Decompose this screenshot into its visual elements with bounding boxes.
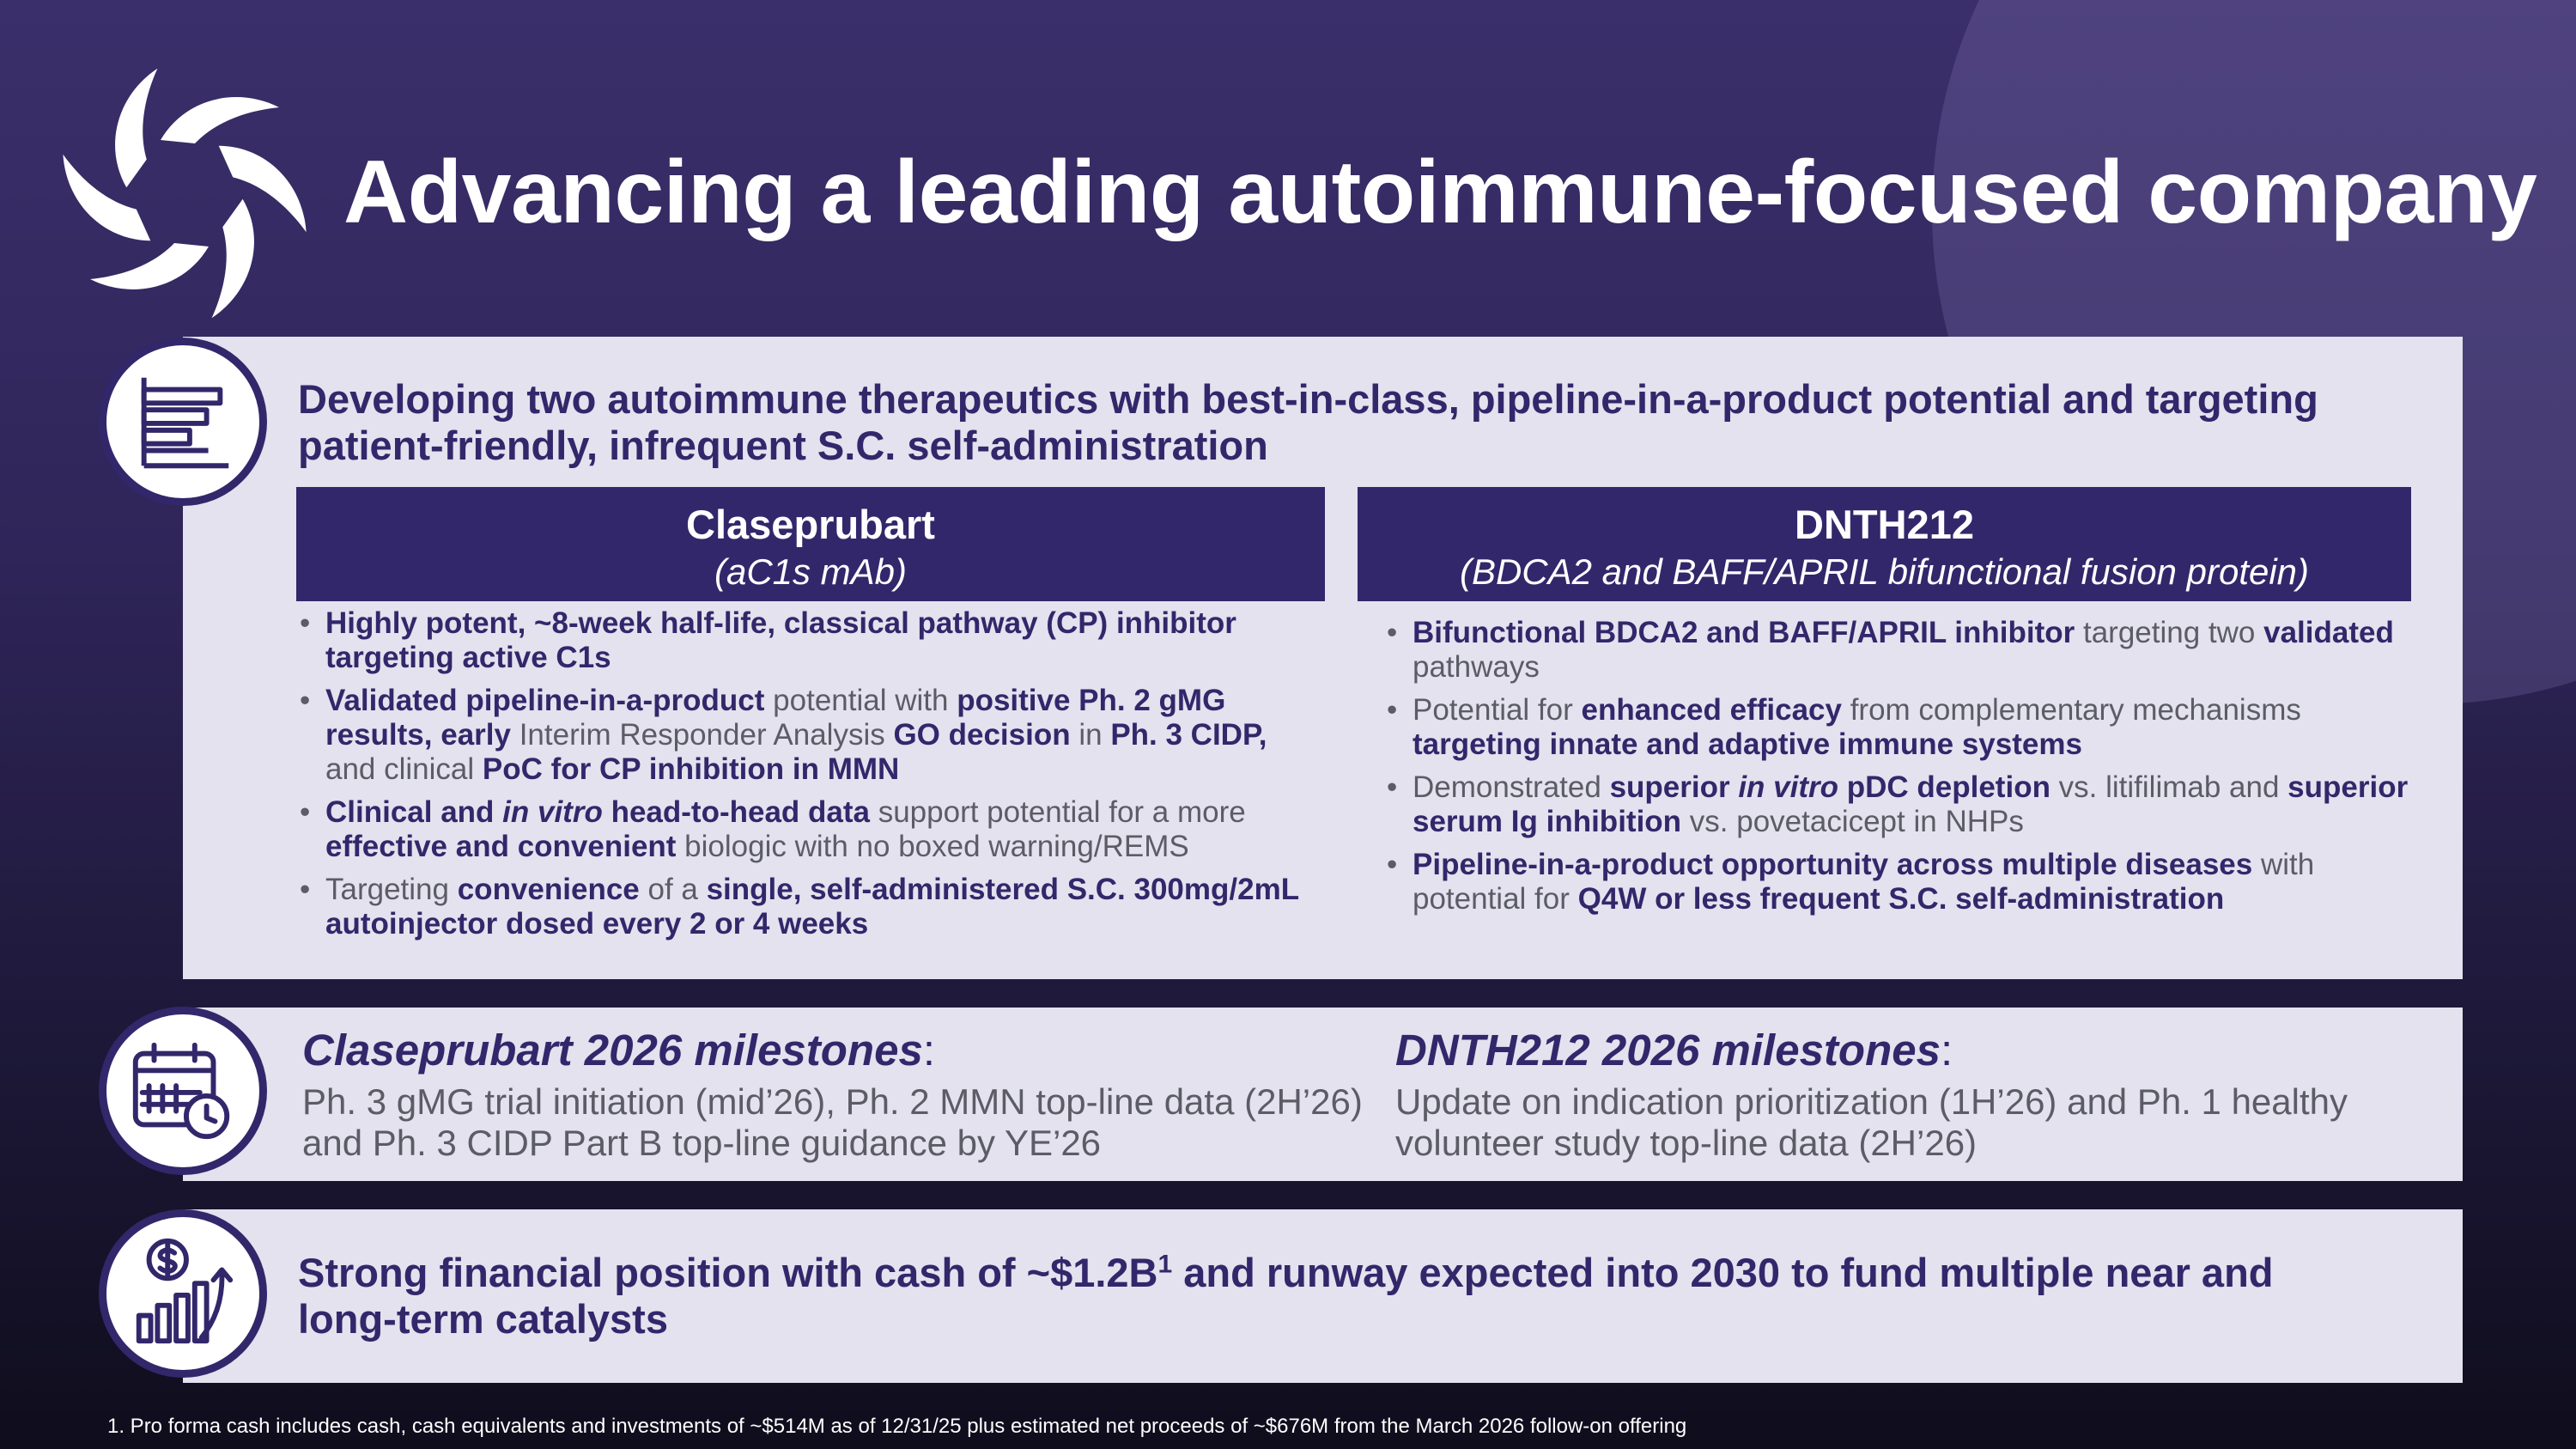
dnth212-header [1358,487,2411,601]
financial-heading-text: Strong financial position with cash of ~$1.2B [298,1250,1158,1295]
therapeutics-heading: Developing two autoimmune therapeutics with best-in-class, pipeline-in-a-product potential and targeting patient-friendly, infrequent S.C. self-administration [298,376,2318,468]
financial-heading-text-continued: and runway expected into 2030 to fund multiple near and long-term catalysts [298,1250,2274,1342]
bullet-emphasis-text: superior serum Ig inhibition [1413,770,2409,838]
bullet-text: targeting two [2075,616,2264,649]
bar-chart-list-badge [99,338,267,506]
bullet-emphasis-text: in vitro [502,795,603,829]
calendar-clock-icon [124,1032,242,1150]
bullet-item [298,606,1320,675]
bullet-text: biologic with no boxed warning/REMS [676,830,1189,863]
footnote: 1. Pro forma cash includes cash, cash equivalents and investments of ~$514M as of 12/31/25 plus estimated net proceeds of ~$676M from the March 2026 follow-on offering [107,1415,1687,1438]
bullet-emphasis-text: superior [1609,770,1739,804]
bullet-emphasis-text: single, self-administered S.C. 300mg/2mL autoinjector dosed every 2 or 4 weeks [325,873,1299,941]
financial-heading [298,1250,2359,1342]
bullet-text: support potential for a more [869,795,1246,829]
colon: : [1940,1026,1953,1075]
page-title: Advancing a leading autoimmune-focused company [343,143,2537,242]
bullet-text: in [1070,718,1111,752]
dollar-growth-badge [99,1209,267,1378]
claseprubart-subtitle: (aC1s mAb) [714,551,908,592]
dnth212-name: DNTH212 [1795,502,1974,547]
bullet-emphasis-text: Bifunctional BDCA2 and BAFF/APRIL inhibitor [1413,616,2075,649]
bullet-emphasis-text: PoC for CP inhibition in MMN [482,752,900,786]
dollar-growth-chart-icon [124,1234,242,1353]
bullet-item [298,795,1320,864]
bullet-text: Potential for [1413,693,1582,727]
bullet-emphasis-text: pDC depletion [1838,770,2050,804]
bullet-text: potential with [764,684,957,717]
bullet-emphasis-text: Highly potent, ~8-week half-life, classical pathway (CP) inhibitor targeting active C1s [325,606,1236,674]
bullet-emphasis-text: in vitro [1738,770,1839,804]
bullet-text: Demonstrated [1413,770,1610,804]
bullet-item [298,684,1320,787]
company-logo [60,64,309,322]
bullet-emphasis-text: Ph. 3 CIDP, [1110,718,1267,752]
dnth212-milestones-title [1395,1025,1953,1076]
dnth212-bullets [1385,616,2415,925]
bullet-emphasis-text: Q4W or less frequent S.C. self-administration [1577,882,2225,916]
dnth212-subtitle: (BDCA2 and BAFF/APRIL bifunctional fusion protein) [1459,551,2310,592]
bullet-text: and clinical [325,752,483,786]
bullet-item [1385,848,2415,916]
bullet-text: with potential for [1413,848,2315,916]
bullet-emphasis-text: Pipeline-in-a-product opportunity across multiple diseases [1413,848,2253,881]
bullet-item [1385,616,2415,685]
bullet-emphasis-text: Validated pipeline-in-a-product [325,684,765,717]
bullet-text: Interim Responder Analysis [510,718,894,752]
bullet-item [298,873,1320,941]
bullet-text: pathways [1413,650,1540,684]
claseprubart-milestones-label: Claseprubart 2026 milestones [302,1026,923,1075]
bullet-text: from complementary mechanisms [1841,693,2301,727]
bullet-emphasis-text: validated [2263,616,2394,649]
bullet-emphasis-text: GO decision [893,718,1071,752]
claseprubart-name: Claseprubart [686,502,935,547]
bullet-text: vs. litifilimab and [2050,770,2288,804]
colon: : [922,1026,935,1075]
dnth212-milestones-label: DNTH212 2026 milestones [1395,1026,1941,1075]
dnth212-milestones-text: Update on indication prioritization (1H’26) and Ph. 1 healthy volunteer study top-line data (2H’26) [1395,1081,2348,1163]
bullet-item [1385,770,2415,839]
bullet-text: vs. povetacicept in NHPs [1681,805,2024,838]
calendar-clock-badge [99,1007,267,1175]
bullet-text: Targeting [325,873,458,906]
bullet-emphasis-text: targeting innate and adaptive immune systems [1413,728,2082,761]
claseprubart-milestones-title [302,1025,935,1076]
bullet-emphasis-text: effective and convenient [325,830,677,863]
bullet-emphasis-text: positive Ph. 2 gMG results, early [325,684,1226,752]
bullet-emphasis-text: enhanced efficacy [1581,693,1842,727]
bullet-emphasis-text: Clinical and [325,795,503,829]
bar-chart-list-icon [124,362,242,481]
bullet-item [1385,693,2415,762]
bullet-text: of a [639,873,707,906]
bullet-emphasis-text: head-to-head data [602,795,870,829]
bullet-emphasis-text: convenience [457,873,640,906]
claseprubart-milestones-text: Ph. 3 gMG trial initiation (mid’26), Ph. 2 MMN top-line data (2H’26) and Ph. 3 CIDP Part B top-line guidance by YE’26 [302,1081,1363,1163]
footnote-marker: 1 [1157,1250,1173,1279]
claseprubart-header [296,487,1325,601]
claseprubart-bullets [298,606,1320,950]
